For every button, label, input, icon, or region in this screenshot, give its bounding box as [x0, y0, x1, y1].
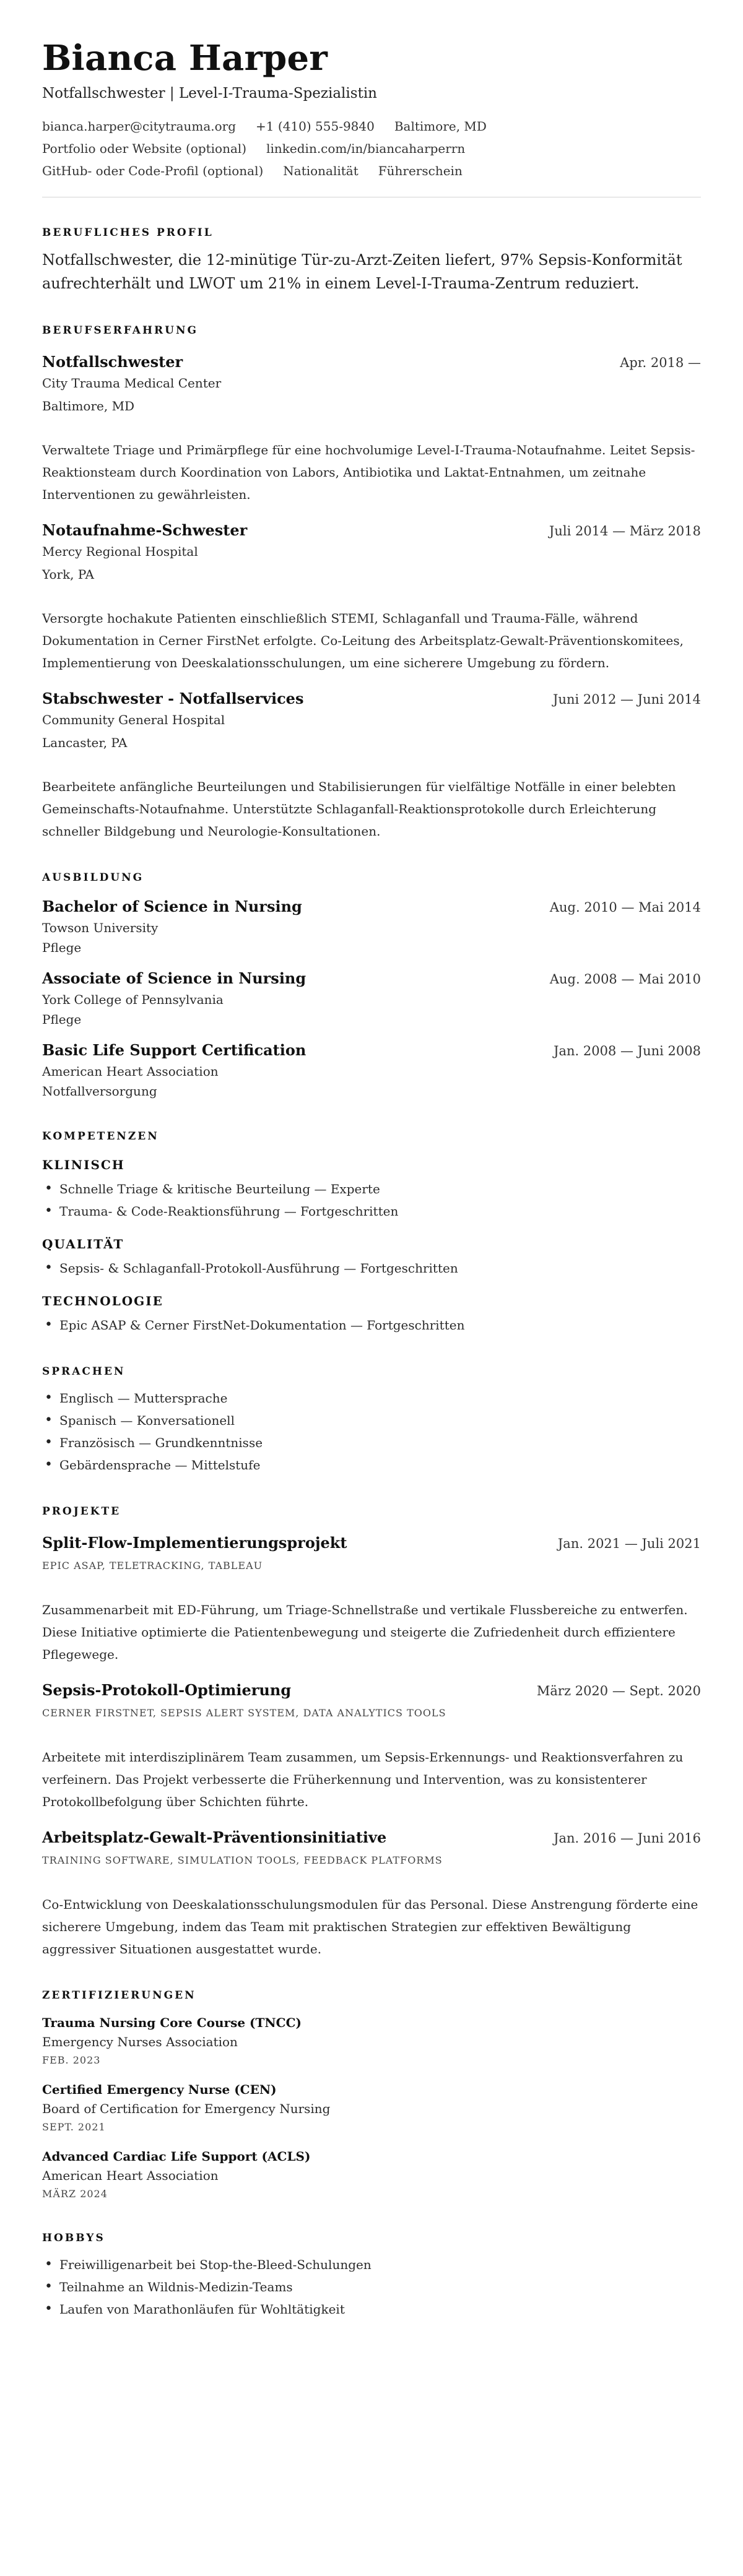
job-description: Verwaltete Triage und Primärpflege für eine hochvolumige Level-I-Trauma-Notaufnahme. Leitet Sepsis-Reaktionsteam durch Koordination von Labors, Antibiotika und Laktat-Entnahmen, um zeitnahe Interventionen zu gewährleisten.: [42, 443, 695, 502]
project-tech: EPIC ASAP, TELETRACKING, TABLEAU: [42, 1560, 263, 1571]
job-date: Juli 2014 — März 2018: [549, 524, 701, 538]
language-item: • Englisch — Muttersprache: [42, 1387, 701, 1409]
job-company: Mercy Regional Hospital: [42, 544, 198, 559]
language-item: • Spanisch — Konversationell: [42, 1409, 701, 1432]
project-tech: TRAINING SOFTWARE, SIMULATION TOOLS, FEEDBACK PLATFORMS: [42, 1854, 443, 1866]
education-entry: [42, 1039, 701, 1101]
section-title-projects: PROJEKTE: [42, 1505, 121, 1518]
skills-section: [42, 1130, 701, 1336]
language-item: • Französisch — Grundkenntnisse: [42, 1432, 701, 1454]
project-title: Sepsis-Protokoll-Optimierung: [42, 1681, 292, 1699]
skill-group-title: KLINISCH: [42, 1157, 125, 1172]
skill-list: [42, 1314, 701, 1336]
certification-entry: [42, 2147, 701, 2203]
job-location: York, PA: [42, 567, 94, 582]
section-title-certifications: ZERTIFIZIERUNGEN: [42, 1989, 196, 2002]
job-title: Notfallschwester: [42, 353, 183, 371]
certifications-section: [42, 1989, 701, 2203]
section-title-skills: KOMPETENZEN: [42, 1130, 159, 1143]
language-item: • Gebärdensprache — Mittelstufe: [42, 1454, 701, 1476]
job-description: Bearbeitete anfängliche Beurteilungen und Stabilisierungen für vielfältige Notfälle in einer belebten Gemeinschafts-Notaufnahme. Unterstützte Schlaganfall-Reaktionsprotokolle durch Erleichterung schneller Bildgebung und Neurologie-Konsultationen.: [42, 779, 676, 839]
cert-title: Advanced Cardiac Life Support (ACLS): [42, 2149, 311, 2164]
skill-list: [42, 1178, 701, 1222]
contact-nationality: Nationalität: [283, 163, 358, 178]
hobby-item: • Teilnahme an Wildnis-Medizin-Teams: [42, 2276, 701, 2298]
project-entry: [42, 1679, 701, 1813]
contact-github[interactable]: GitHub- oder Code-Profil (optional): [42, 163, 264, 178]
skill-item: • Trauma- & Code-Reaktionsführung — Fortgeschritten: [42, 1200, 701, 1222]
project-title: Arbeitsplatz-Gewalt-Präventionsinitiative: [42, 1828, 387, 1846]
certification-entry: [42, 2080, 701, 2136]
hobby-list: [42, 2254, 701, 2320]
skill-list: [42, 1257, 701, 1279]
degree-title: Associate of Science in Nursing: [42, 969, 306, 987]
job-location: Lancaster, PA: [42, 735, 128, 750]
candidate-name: Bianca Harper: [42, 38, 328, 79]
contact-portfolio[interactable]: Portfolio oder Website (optional): [42, 141, 247, 156]
candidate-headline: Notfallschwester | Level-I-Trauma-Spezialistin: [42, 85, 377, 102]
hobby-item: • Laufen von Marathonläufen für Wohltätigkeit: [42, 2298, 701, 2320]
degree-school: York College of Pennsylvania: [42, 992, 224, 1007]
profile-summary: Notfallschwester, die 12-minütige Tür-zu-Arzt-Zeiten liefert, 97% Sepsis-Konformität aufrechterhält und LWOT um 21% in einem Level-I-Trauma-Zentrum reduziert.: [42, 251, 682, 292]
education-entry: [42, 967, 701, 1029]
project-date: Jan. 2021 — Juli 2021: [557, 1536, 701, 1551]
cert-title: Certified Emergency Nurse (CEN): [42, 2082, 277, 2097]
project-title: Split-Flow-Implementierungsprojekt: [42, 1534, 347, 1552]
contact-license: Führerschein: [378, 163, 463, 178]
project-description: Zusammenarbeit mit ED-Führung, um Triage-Schnellstraße und vertikale Flussbereiche zu entwerfen. Diese Initiative optimierte die Patientenbewegung und steigerte die Zufriedenheit durch effizientere Pflegewege.: [42, 1602, 688, 1662]
job-title: Notaufnahme-Schwester: [42, 521, 248, 539]
hobby-item: • Freiwilligenarbeit bei Stop-the-Bleed-Schulungen: [42, 2254, 701, 2276]
job-date: Apr. 2018 —: [620, 355, 701, 370]
degree-date: Aug. 2008 — Mai 2010: [549, 972, 701, 987]
skill-group-title: TECHNOLOGIE: [42, 1294, 163, 1308]
project-description: Co-Entwicklung von Deeskalationsschulungsmodulen für das Personal. Diese Anstrengung förderte eine sicherere Umgebung, indem das Team mit praktischen Strategien zur effektiven Bewältigung aggressiver Situationen ausgestattet wurde.: [42, 1897, 698, 1956]
project-tech: CERNER FIRSTNET, SEPSIS ALERT SYSTEM, DATA ANALYTICS TOOLS: [42, 1707, 446, 1719]
degree-school: Towson University: [42, 920, 159, 935]
project-entry: [42, 1532, 701, 1666]
degree-title: Basic Life Support Certification: [42, 1041, 306, 1059]
resume-header: [42, 36, 701, 197]
contact-phone[interactable]: +1 (410) 555-9840: [256, 119, 375, 134]
experience-entry: [42, 519, 701, 674]
job-description: Versorgte hochakute Patienten einschließlich STEMI, Schlaganfall und Trauma-Fälle, während Dokumentation in Cerner FirstNet erfolgte. Co-Leitung des Arbeitsplatz-Gewalt-Präventionskomitees, Implementierung von Deeskalationsschulungen, um eine sicherere Umgebung zu fördern.: [42, 611, 684, 670]
contact-row-primary: [42, 115, 701, 137]
cert-org: American Heart Association: [42, 2168, 219, 2183]
job-location: Baltimore, MD: [42, 399, 135, 413]
job-date: Juni 2012 — Juni 2014: [553, 692, 701, 707]
cert-org: Board of Certification for Emergency Nursing: [42, 2101, 331, 2116]
job-title: Stabschwester - Notfallservices: [42, 689, 304, 707]
cert-org: Emergency Nurses Association: [42, 2034, 238, 2049]
education-entry: [42, 896, 701, 957]
degree-school: American Heart Association: [42, 1064, 219, 1079]
projects-section: [42, 1505, 701, 1960]
experience-section: [42, 324, 701, 842]
contact-row-extra: [42, 160, 701, 182]
project-entry: [42, 1826, 701, 1960]
hobbies-section: [42, 2231, 701, 2320]
project-description: Arbeitete mit interdisziplinärem Team zusammen, um Sepsis-Erkennungs- und Reaktionsverfahren zu verfeinern. Das Projekt verbesserte die Früherkennung und Intervention, was zu konsistenterer Protokollbefolgung über Schichten führte.: [42, 1750, 684, 1809]
degree-title: Bachelor of Science in Nursing: [42, 897, 302, 915]
project-date: Jan. 2016 — Juni 2016: [554, 1831, 701, 1846]
contact-row-links: [42, 137, 701, 160]
certification-entry: [42, 2013, 701, 2069]
section-title-education: AUSBILDUNG: [42, 871, 144, 884]
section-title-languages: SPRACHEN: [42, 1365, 126, 1378]
section-title-experience: BERUFSERFAHRUNG: [42, 324, 199, 337]
skill-item: • Epic ASAP & Cerner FirstNet-Dokumentation — Fortgeschritten: [42, 1314, 701, 1336]
section-title-hobbies: HOBBYS: [42, 2232, 105, 2244]
project-date: März 2020 — Sept. 2020: [536, 1683, 701, 1698]
cert-title: Trauma Nursing Core Course (TNCC): [42, 2015, 302, 2030]
contact-email[interactable]: bianca.harper@citytrauma.org: [42, 119, 237, 134]
degree-field: Pflege: [42, 1012, 82, 1027]
degree-field: Notfallversorgung: [42, 1084, 157, 1099]
language-list: [42, 1387, 701, 1476]
section-title-profile: BERUFLICHES PROFIL: [42, 227, 214, 239]
cert-date: MÄRZ 2024: [42, 2188, 108, 2200]
cert-date: FEB. 2023: [42, 2054, 101, 2066]
skill-group-title: QUALITÄT: [42, 1237, 124, 1251]
education-section: [42, 871, 701, 1101]
experience-entry: [42, 351, 701, 506]
degree-field: Pflege: [42, 940, 82, 955]
skill-item: • Sepsis- & Schlaganfall-Protokoll-Ausführung — Fortgeschritten: [42, 1257, 701, 1279]
languages-section: [42, 1365, 701, 1476]
skill-item: • Schnelle Triage & kritische Beurteilung — Experte: [42, 1178, 701, 1200]
cert-date: SEPT. 2021: [42, 2121, 106, 2133]
contact-linkedin[interactable]: linkedin.com/in/biancaharperrn: [266, 141, 466, 156]
job-company: Community General Hospital: [42, 712, 225, 727]
degree-date: Jan. 2008 — Juni 2008: [554, 1044, 701, 1058]
profile-section: [42, 226, 701, 295]
job-company: City Trauma Medical Center: [42, 376, 222, 391]
degree-date: Aug. 2010 — Mai 2014: [549, 900, 701, 915]
experience-entry: [42, 688, 701, 842]
contact-location: Baltimore, MD: [394, 119, 487, 134]
